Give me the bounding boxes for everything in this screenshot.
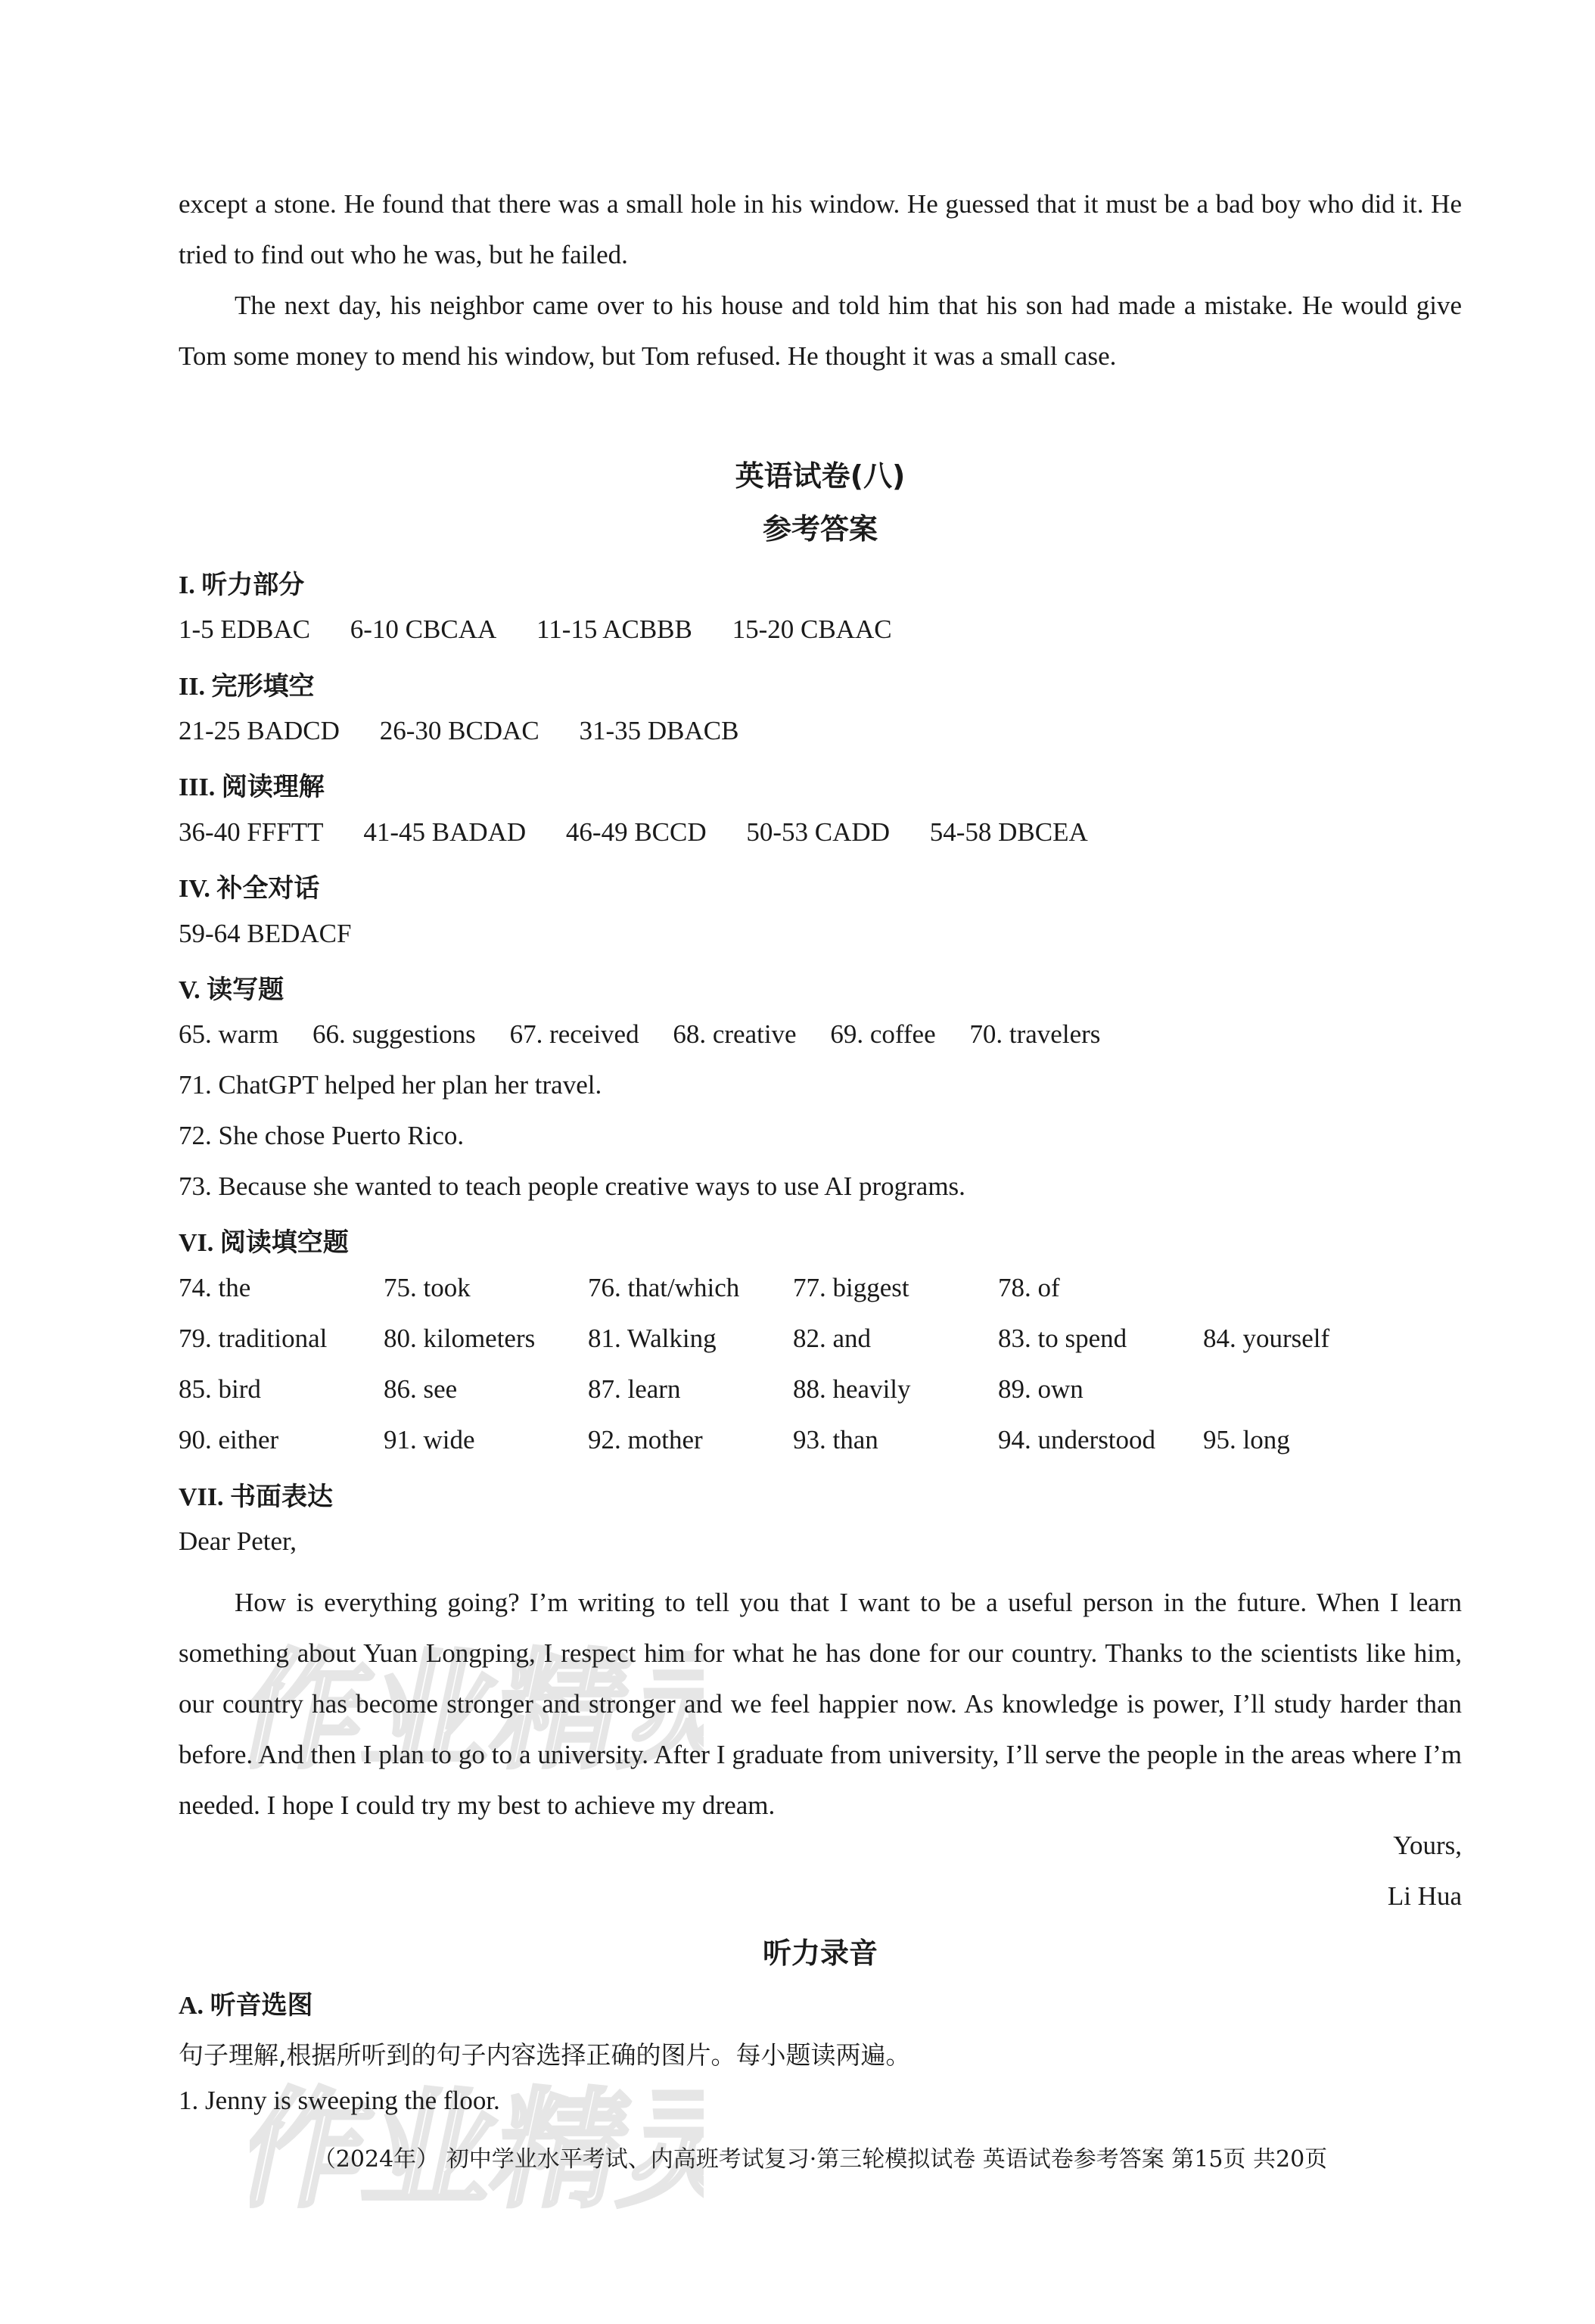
- answer-word: 70. travelers: [969, 1019, 1101, 1049]
- answer-word: 79. traditional: [179, 1324, 328, 1353]
- answer-group: 54-58 DBCEA: [929, 817, 1088, 847]
- listening-part-a-heading: [179, 1984, 313, 2021]
- answer-word: 82. and: [793, 1324, 872, 1353]
- section-3-answers: [179, 817, 1088, 848]
- answer-word: 94. understood: [998, 1425, 1156, 1454]
- answer-word: 84. yourself: [1203, 1324, 1330, 1353]
- section-1-answers: [179, 614, 892, 645]
- intro-paragraph-1: except a stone. He found that there was a small hole in his window. He guessed that it must be a bad boy who did it. He tried to find out who he was, but he failed.: [179, 189, 1462, 269]
- answer-sentence: 71. ChatGPT helped her plan her travel.: [179, 1070, 602, 1100]
- answer-word: 81. Walking: [588, 1324, 717, 1353]
- section-3-heading: [179, 766, 325, 803]
- section-number: VII.: [179, 1483, 231, 1511]
- listening-item-1: 1. Jenny is sweeping the floor.: [179, 2086, 500, 2115]
- answer-group: 41-45 BADAD: [363, 817, 527, 847]
- section-label: 听音选图: [210, 1990, 313, 2021]
- section-5-answers: [179, 1019, 1100, 1050]
- answer-key-subtitle: 参考答案: [762, 512, 878, 546]
- answer-word: 66. suggestions: [312, 1019, 476, 1049]
- answer-word: 86. see: [384, 1374, 458, 1404]
- answer-group: 50-53 CADD: [746, 817, 890, 847]
- answer-word: 65. warm: [179, 1019, 279, 1049]
- section-number: II.: [179, 673, 212, 701]
- answer-word: 78. of: [998, 1273, 1060, 1302]
- answer-key-page: [179, 0, 1462, 2324]
- answer-word: 83. to spend: [998, 1324, 1127, 1353]
- letter-greeting: Dear Peter,: [179, 1526, 297, 1556]
- answer-group: 21-25 BADCD: [179, 716, 340, 745]
- section-label: 阅读理解: [221, 772, 325, 802]
- page-footer: （2024年） 初中学业水平考试、内高班考试复习·第三轮模拟试卷 英语试卷参考答案 第15页 共20页: [312, 2146, 1328, 2173]
- section-6-heading: [179, 1221, 349, 1258]
- answer-word: 80. kilometers: [384, 1324, 536, 1353]
- answer-group: 26-30 BCDAC: [379, 716, 539, 745]
- answer-word: 75. took: [384, 1273, 471, 1302]
- section-label: 书面表达: [230, 1482, 334, 1512]
- exam-title: 英语试卷(八): [735, 459, 906, 493]
- section-label: 补全对话: [216, 873, 320, 904]
- section-number: IV.: [179, 875, 217, 903]
- watermark-text: 作业精灵: [250, 1635, 704, 1787]
- answer-group: 46-49 BCCD: [565, 817, 707, 847]
- section-label: 读写题: [207, 975, 284, 1005]
- section-number: V.: [179, 976, 207, 1004]
- answer-word: 88. heavily: [793, 1374, 911, 1404]
- answer-word: 67. received: [509, 1019, 639, 1049]
- section-5-heading: [179, 969, 284, 1006]
- answer-sentence: 73. Because she wanted to teach people creative ways to use AI programs.: [179, 1171, 965, 1201]
- watermark-text: 作业精灵: [250, 2074, 704, 2226]
- answer-word: 90. either: [179, 1425, 279, 1454]
- answer-word: 85. bird: [179, 1374, 261, 1404]
- section-number: VI.: [179, 1229, 220, 1257]
- answer-word: 95. long: [1203, 1425, 1290, 1454]
- section-2-answers: [179, 716, 738, 746]
- answer-group: 31-35 DBACB: [579, 716, 739, 745]
- letter-signature: Li Hua: [1387, 1881, 1462, 1911]
- answer-group: 11-15 ACBBB: [536, 614, 692, 644]
- answer-sentence: 72. She chose Puerto Rico.: [179, 1121, 465, 1150]
- answer-word: 68. creative: [673, 1019, 797, 1049]
- answer-group: 36-40 FFFTT: [179, 817, 324, 847]
- letter-closing: Yours,: [1393, 1831, 1462, 1860]
- answer-group: 1-5 EDBAC: [179, 614, 311, 644]
- section-2-heading: [179, 665, 314, 702]
- section-4-answers: [179, 919, 352, 949]
- answer-word: 91. wide: [384, 1425, 475, 1454]
- answer-group: 6-10 CBCAA: [350, 614, 497, 644]
- answer-word: 69. coffee: [830, 1019, 936, 1049]
- section-7-heading: [179, 1476, 333, 1513]
- section-label: 阅读填空题: [219, 1227, 349, 1258]
- section-number: A.: [179, 1992, 210, 2020]
- answer-word: 92. mother: [588, 1425, 703, 1454]
- listening-title: 听力录音: [762, 1937, 878, 1970]
- answer-group: 59-64 BEDACF: [179, 919, 352, 948]
- answer-word: 74. the: [179, 1273, 251, 1302]
- answer-word: 93. than: [793, 1425, 878, 1454]
- section-label: 完形填空: [211, 671, 315, 702]
- answer-word: 89. own: [998, 1374, 1084, 1404]
- answer-word: 77. biggest: [793, 1273, 909, 1302]
- letter-body: How is everything going? I’m writing to tell you that I want to be a useful person in the future. When I learn something about Yuan Longping, I respect him for what he has done for our country. Thanks to the scientists like him, our country has become stronger and stronger and we feel happier now. As knowledge is power, I’ll study harder than before. And then I plan to go to a university. After I graduate from university, I’ll serve the people in the areas where I’m needed. I hope I could try my best to achieve my dream.: [179, 1588, 1462, 1820]
- intro-paragraph-2: The next day, his neighbor came over to his house and told him that his son had made a mistake. He would give Tom some money to mend his window, but Tom refused. He thought it was a small case.: [179, 291, 1462, 371]
- section-number: III.: [179, 773, 222, 801]
- section-4-heading: [179, 867, 319, 904]
- answer-word: 76. that/which: [588, 1273, 740, 1302]
- section-1-heading: [179, 564, 304, 601]
- listening-instruction: 句子理解,根据所听到的句子内容选择正确的图片。每小题读两遍。: [179, 2040, 911, 2070]
- section-label: 听力部分: [201, 570, 305, 600]
- section-number: I.: [179, 571, 202, 599]
- answer-word: 87. learn: [588, 1374, 681, 1404]
- answer-group: 15-20 CBAAC: [732, 614, 892, 644]
